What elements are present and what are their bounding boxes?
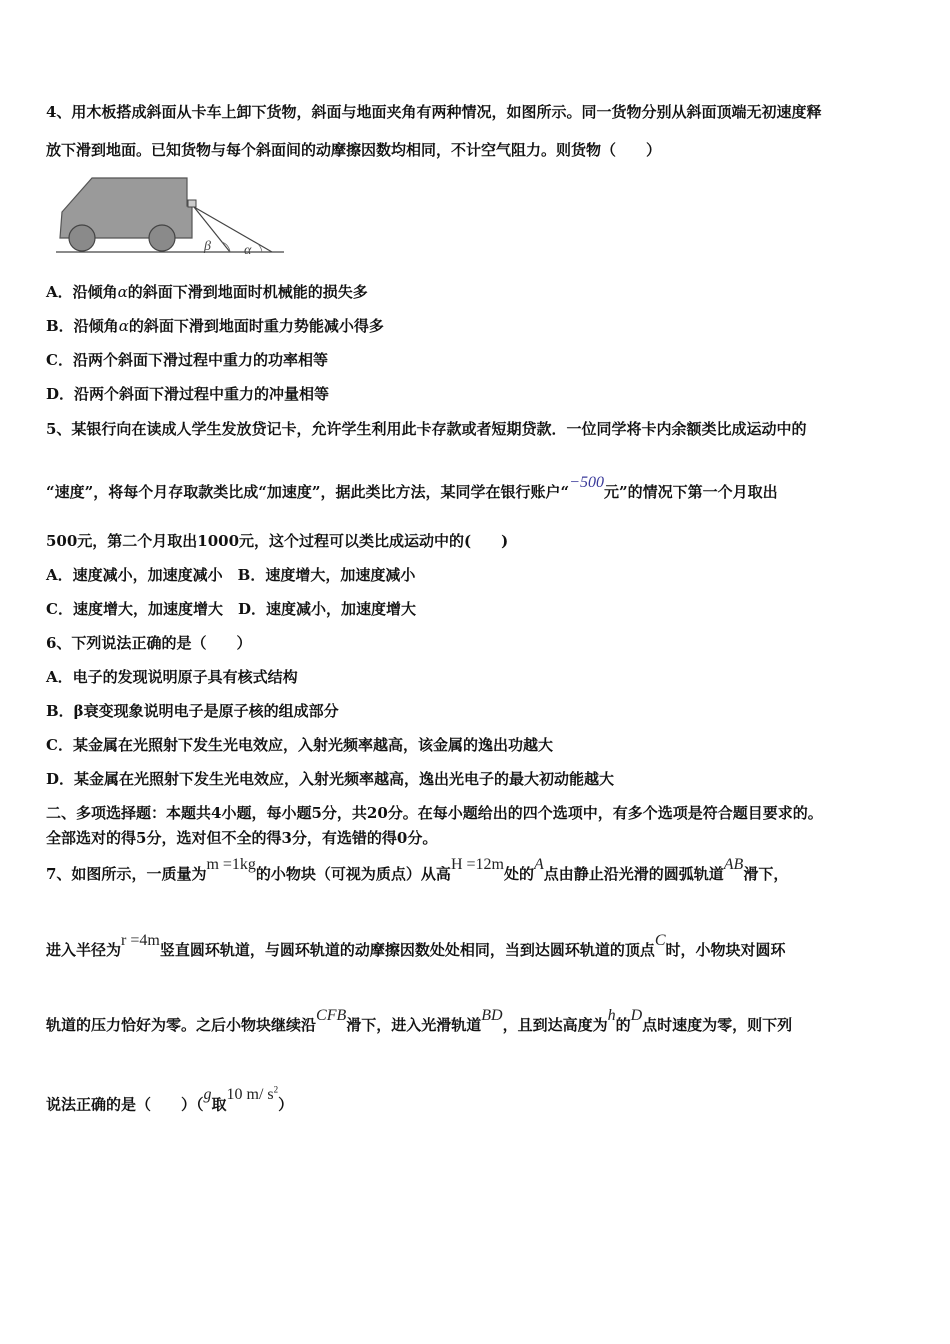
q7-text: 7、如图所示，一质量为	[46, 865, 207, 883]
q6-stem: 6、下列说法正确的是（ ）	[46, 634, 252, 652]
q7-text: 滑下，	[743, 865, 789, 883]
q7-text: ，且到达高度为	[502, 1016, 608, 1034]
q4-option-b	[46, 316, 384, 336]
cargo-box	[188, 200, 196, 207]
section2-heading-line1: 二、多项选择题：本题共4小题，每小题5分，共20分。在每小题给出的四个选项中，有多个选项是符合题目要求的。	[46, 804, 823, 822]
q6-option-b: B．β衰变现象说明电子是原子核的组成部分	[46, 702, 339, 720]
q4-option-c: C．沿两个斜面下滑过程中重力的功率相等	[46, 351, 328, 369]
height-value: H =12m	[450, 856, 504, 873]
q7-text: 取	[211, 1095, 227, 1114]
alpha-label: α	[244, 243, 252, 258]
section2-heading-line2: 全部选对的得5分，选对但不全的得3分，有选错的得0分。	[46, 829, 438, 847]
gravity-exponent: 2	[273, 1085, 279, 1095]
q5-options-cd: C．速度增大，加速度增大 D．速度减小，加速度增大	[46, 600, 416, 618]
q6-option-d: D．某金属在光照射下发生光电效应，入射光频率越高，逸出光电子的最大初动能越大	[46, 770, 615, 788]
q7-text: ）	[278, 1095, 294, 1114]
q7-text: 进入半径为	[46, 941, 122, 959]
q7-text: 点由静止沿光滑的圆弧轨道	[543, 865, 724, 883]
balance-value: −500	[569, 474, 604, 491]
beta-label: β	[204, 239, 211, 254]
q7-text: 处的	[503, 865, 534, 883]
q7-text: 点时速度为零，则下列	[642, 1016, 793, 1034]
steep-ramp	[194, 207, 230, 252]
q5-stem-line3: 500元，第二个月取出1000元，这个过程可以类比成运动中的( )	[46, 532, 509, 550]
q6-option-a: A．电子的发现说明原子具有核式结构	[46, 668, 298, 686]
q7-text: 的小物块（可视为质点）从高	[255, 865, 451, 883]
q7-stem-line3	[46, 1007, 793, 1036]
q5-stem-line1: 5、某银行向在读成人学生发放贷记卡，允许学生利用此卡存款或者短期贷款．一位同学将卡内余额类比成运动中的	[46, 420, 807, 438]
q7-stem-line1	[46, 856, 789, 885]
q7-text: 轨道的压力恰好为零。之后小物块继续沿	[46, 1016, 317, 1034]
q5-options-ab: A．速度减小，加速度减小 B．速度增大，加速度减小	[46, 566, 416, 584]
q4-option-a-prefix: A．沿倾角	[46, 283, 118, 301]
height-h: h	[607, 1007, 616, 1024]
q4-stem-line1: 4、用木板搭成斜面从卡车上卸下货物，斜面与地面夹角有两种情况，如图所示。同一货物分别从斜面顶端无初速度释	[46, 103, 822, 121]
q5-line2-prefix: “速度”，将每个月存取款类比成“加速度”，据此类比方法，某同学在银行账户“	[46, 483, 570, 501]
q5-stem-line2	[46, 474, 778, 503]
truck-ramp-figure	[52, 170, 292, 260]
point-d: D	[630, 1007, 643, 1024]
q6-option-c: C．某金属在光照射下发生光电效应，入射光频率越高，该金属的逸出功越大	[46, 736, 553, 754]
track-bd: BD	[481, 1007, 503, 1024]
track-ab: AB	[723, 856, 744, 873]
q5-line2-suffix: 元”的情况下第一个月取出	[603, 483, 778, 501]
q7-text: 说法正确的是（ ）（	[46, 1095, 204, 1114]
alpha-symbol: α	[117, 283, 128, 301]
truck-rear-wheel	[149, 225, 175, 251]
truck-front-wheel	[69, 225, 95, 251]
q7-text: 的	[615, 1016, 631, 1034]
gravity-value-text: 10 m/ s	[226, 1086, 274, 1104]
track-cfb: CFB	[316, 1007, 347, 1024]
q4-option-a-text: 的斜面下滑到地面时机械能的损失多	[127, 283, 368, 301]
q4-option-d: D．沿两个斜面下滑过程中重力的冲量相等	[46, 385, 330, 403]
q4-option-b-text: 的斜面下滑到地面时重力势能减小得多	[128, 317, 384, 335]
q7-text: 竖直圆环轨道，与圆环轨道的动摩擦因数处处相同，当到达圆环轨道的顶点	[159, 941, 655, 959]
q7-text: 滑下，进入光滑轨道	[346, 1016, 482, 1034]
q4-option-a	[46, 282, 368, 302]
alpha-symbol: α	[118, 317, 129, 335]
q4-stem-line2: 放下滑到地面。已知货物与每个斜面间的动摩擦因数均相同，不计空气阻力。则货物（ ）	[46, 141, 662, 159]
gravity-value	[227, 1086, 279, 1103]
point-a: A	[533, 856, 544, 873]
q4-option-b-prefix: B．沿倾角	[46, 317, 119, 335]
point-c: C	[654, 932, 666, 949]
gravity-symbol: g	[203, 1086, 212, 1104]
q7-stem-line2	[46, 932, 786, 961]
q7-text: 时，小物块对圆环	[665, 941, 786, 959]
radius-value: r =4m	[121, 932, 160, 949]
q7-stem-line4	[46, 1085, 294, 1115]
mass-value: m =1kg	[206, 856, 256, 873]
